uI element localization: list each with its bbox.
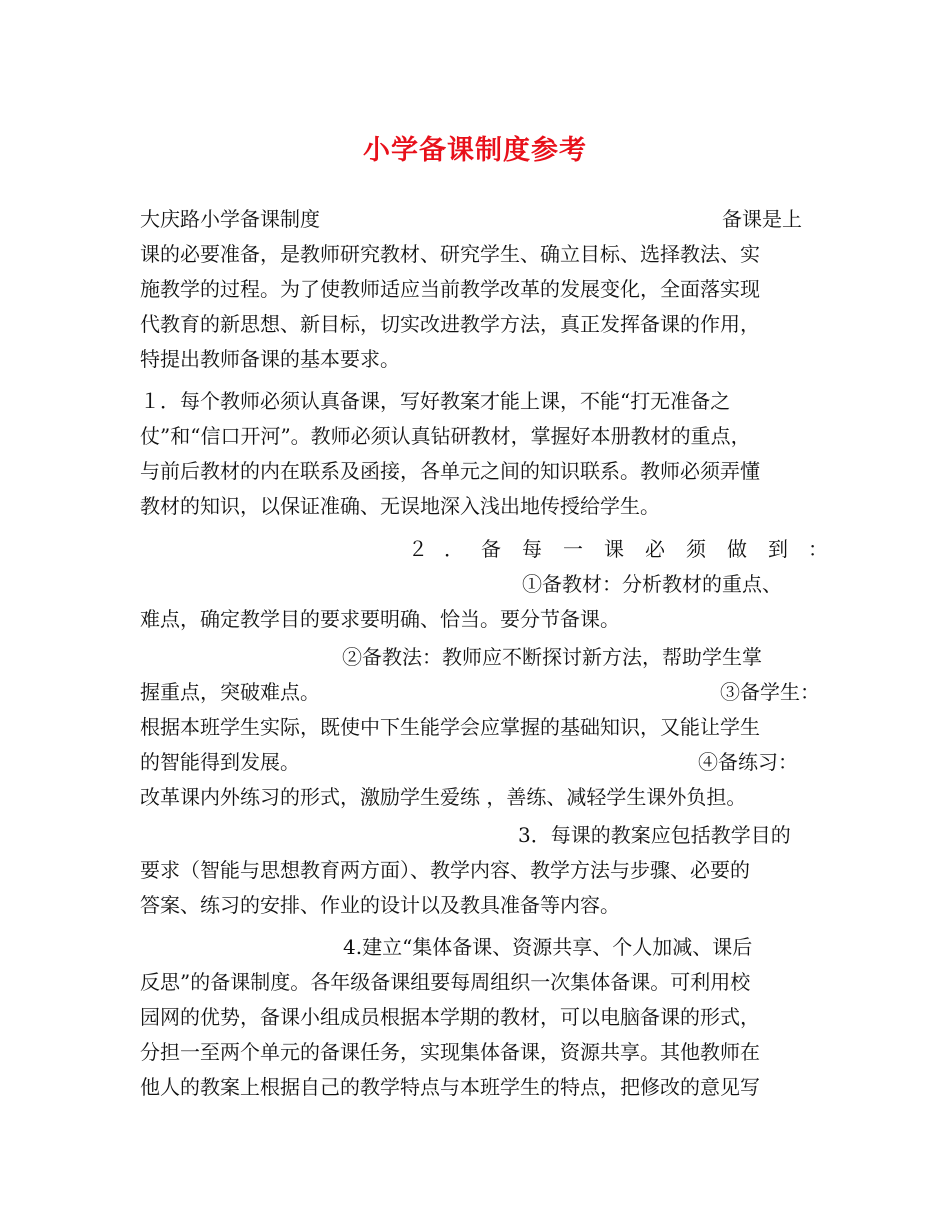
text-segment: 与前后教材的内在联系及函接，各单元之间的知识联系。教师必须弄懂	[140, 459, 760, 483]
text-line	[140, 853, 820, 887]
text-segment: 每	[522, 537, 542, 561]
text-line	[140, 1035, 820, 1069]
text-line	[140, 489, 820, 523]
text-line	[140, 237, 820, 271]
text-segment: ２	[408, 537, 428, 561]
text-segment: 做	[727, 537, 747, 561]
text-segment: 仗”和“信口开河”。教师必须认真钻研教材，掌握好本册教材的重点，	[140, 424, 751, 448]
text-line	[140, 640, 820, 674]
text-segment: 教材的知识，以保证准确、无误地深入浅出地传授给学生。	[140, 494, 660, 518]
text-line	[140, 567, 820, 601]
text-segment: 到	[768, 537, 788, 561]
text-line	[140, 1000, 820, 1034]
document-title: 小学备课制度参考	[363, 135, 587, 166]
text-line	[140, 272, 820, 306]
text-line	[140, 602, 820, 636]
text-line	[140, 1070, 820, 1104]
text-segment: 备课是上	[722, 207, 802, 231]
text-segment: 施教学的过程。为了使教师适应当前教学改革的发展变化，全面落实现	[140, 277, 760, 301]
text-segment: 课的必要准备，是教师研究教材、研究学生、确立目标、选择教法、实	[140, 242, 760, 266]
text-segment: 分担一至两个单元的备课任务，实现集体备课，资源共享。其他教师在	[140, 1040, 760, 1064]
text-line	[140, 930, 820, 964]
text-segment: ①备教材：分析教材的重点、	[522, 572, 782, 596]
text-line	[140, 384, 820, 418]
text-segment: ②备教法：教师应不断探讨新方法，帮助学生掌	[342, 645, 762, 669]
text-segment: 3．每课的教案应包括教学目的	[518, 823, 791, 847]
text-line	[140, 818, 820, 852]
text-segment: 握重点，突破难点。	[140, 680, 320, 704]
text-segment: 一	[563, 537, 583, 561]
text-line	[140, 888, 820, 922]
text-segment: 难点，确定教学目的要求要明确、恰当。要分节备课。	[140, 607, 620, 631]
text-segment: ：	[808, 537, 828, 561]
text-segment: 要求（智能与思想教育两方面）、教学内容、教学方法与步骤、必要的	[140, 858, 750, 882]
text-segment: 必	[645, 537, 665, 561]
text-segment: 根据本班学生实际，既使中下生能学会应掌握的基础知识，又能让学生	[140, 715, 760, 739]
text-segment: 特提出教师备课的基本要求。	[140, 347, 400, 371]
text-segment: 答案、练习的安排、作业的设计以及教具准备等内容。	[140, 893, 620, 917]
text-segment: 大庆路小学备课制度	[140, 207, 320, 231]
text-segment: 改革课内外练习的形式，激励学生爱练 ，善练、减轻学生课外负担。	[140, 785, 747, 809]
text-line	[140, 710, 820, 744]
text-segment: 课	[604, 537, 624, 561]
text-segment: 的智能得到发展。	[140, 750, 300, 774]
text-segment: 4.建立“集体备课、资源共享、个人加减、课后	[343, 935, 753, 959]
text-segment: １．每个教师必须认真备课，写好教案才能上课，不能“打无准备之	[140, 389, 731, 413]
text-line	[140, 419, 820, 453]
text-segment: 备	[481, 537, 501, 561]
text-segment: ④备练习：	[698, 750, 798, 774]
text-line	[140, 780, 820, 814]
text-line	[140, 675, 820, 709]
text-line	[140, 307, 820, 341]
text-line	[140, 745, 820, 779]
text-line	[140, 965, 820, 999]
text-line	[140, 454, 820, 488]
text-segment: 须	[686, 537, 706, 561]
text-line-spaced	[140, 532, 828, 566]
text-segment: 代教育的新思想、新目标，切实改进教学方法，真正发挥备课的作用，	[140, 312, 760, 336]
text-segment: ③备学生：	[720, 680, 820, 704]
text-segment: ．	[444, 537, 464, 561]
text-line	[140, 202, 820, 236]
text-segment: 反思”的备课制度。各年级备课组要每周组织一次集体备课。可利用校	[140, 970, 751, 994]
text-segment: 他人的教案上根据自己的教学特点与本班学生的特点，把修改的意见写	[140, 1075, 760, 1099]
text-segment: 园网的优势，备课小组成员根据本学期的教材，可以电脑备课的形式，	[140, 1005, 760, 1029]
text-line	[140, 342, 820, 376]
